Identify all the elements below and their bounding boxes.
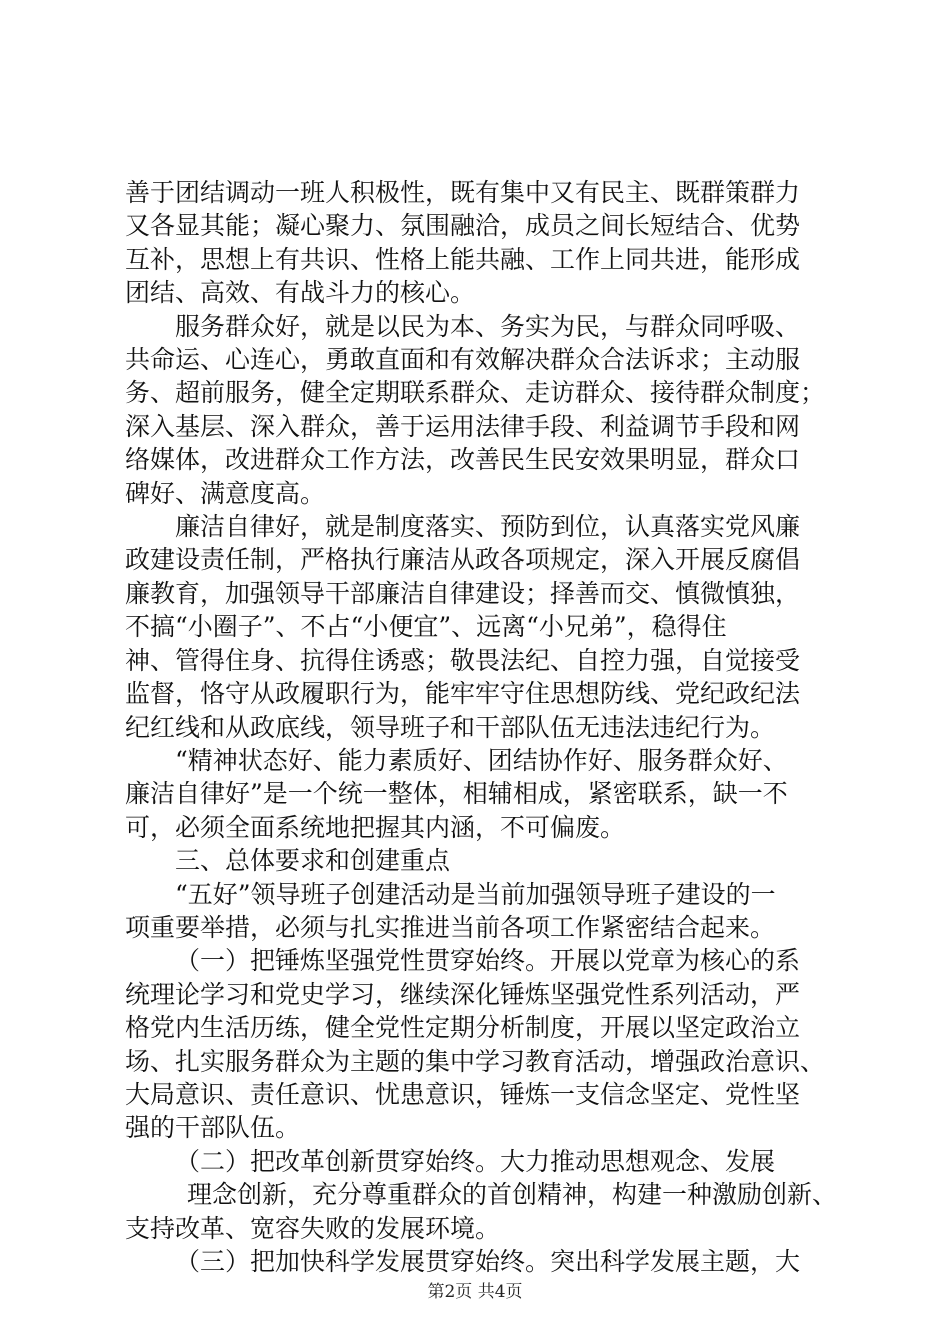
page-number-footer: 第2页 共4页 (427, 1282, 523, 1302)
text-line: 团结、高效、有战斗力的核心。 (125, 278, 476, 308)
text-line: 理念创新，充分尊重群众的首创精神，构建一种激励创新、 (187, 1180, 838, 1210)
text-line: 廉教育，加强领导干部廉洁自律建设；择善而交、慎微慎独， (125, 578, 801, 608)
text-line: 项重要举措，必须与扎实推进当前各项工作紧密结合起来。 (125, 912, 776, 942)
text-line: 络媒体，改进群众工作方法，改善民生民安效果明显，群众口 (125, 445, 801, 475)
subsection-line: （二）把改革创新贯穿始终。大力推动思想观念、发展 (175, 1146, 776, 1176)
text-line: “五好”领导班子创建活动是当前加强领导班子建设的一 (175, 879, 776, 909)
text-line: 又各显其能；凝心聚力、氛围融洽，成员之间长短结合、优势 (125, 211, 801, 241)
text-line: 场、扎实服务群众为主题的集中学习教育活动，增强政治意识、 (125, 1046, 826, 1076)
text-line: 不搞“小圈子”、不占“小便宜”、远离“小兄弟”，稳得住 (125, 612, 727, 642)
text-line: 监督，恪守从政履职行为，能牢牢守住思想防线、党纪政纪法 (125, 679, 801, 709)
section-heading: 三、总体要求和创建重点 (175, 846, 451, 876)
text-line: 格党内生活历练，健全党性定期分析制度，开展以坚定政治立 (125, 1013, 801, 1043)
text-line: 政建设责任制，严格执行廉洁从政各项规定，深入开展反腐倡 (125, 545, 801, 575)
text-line: 互补，思想上有共识、性格上能共融、工作上同共进，能形成 (125, 244, 801, 274)
text-line: 大局意识、责任意识、忧患意识，锤炼一支信念坚定、党性坚 (125, 1079, 801, 1109)
text-line: 深入基层、深入群众，善于运用法律手段、利益调节手段和网 (125, 411, 801, 441)
subsection-line: （三）把加快科学发展贯穿始终。突出科学发展主题，大 (175, 1247, 801, 1276)
text-line: 廉洁自律好，就是制度落实、预防到位，认真落实党风廉 (175, 512, 801, 542)
text-line: 可，必须全面系统地把握其内涵，不可偏废。 (125, 812, 626, 842)
text-line: 纪红线和从政底线，领导班子和干部队伍无违法违纪行为。 (125, 712, 776, 742)
body-text (125, 176, 845, 1278)
text-line: 共命运、心连心，勇敢直面和有效解决群众合法诉求；主动服 (125, 345, 801, 375)
text-line: 神、管得住身、抗得住诱惑；敬畏法纪、自控力强，自觉接受 (125, 645, 801, 675)
text-line: 统理论学习和党史学习，继续深化锤炼坚强党性系列活动，严 (125, 979, 801, 1009)
text-line: 廉洁自律好”是一个统一整体，相辅相成，紧密联系，缺一不 (125, 779, 788, 809)
text-line: 善于团结调动一班人积极性，既有集中又有民主、既群策群力 (125, 178, 801, 207)
text-line: 服务群众好，就是以民为本、务实为民，与群众同呼吸、 (175, 311, 801, 341)
text-line: 强的干部队伍。 (125, 1113, 301, 1143)
text-line: 碑好、满意度高。 (125, 478, 326, 508)
subsection-line: （一）把锤炼坚强党性贯穿始终。开展以党章为核心的系 (175, 946, 801, 976)
text-line: “精神状态好、能力素质好、团结协作好、服务群众好、 (175, 745, 788, 775)
text-line: 务、超前服务，健全定期联系群众、走访群众、接待群众制度； (125, 378, 826, 408)
text-line: 支持改革、宽容失败的发展环境。 (125, 1213, 501, 1243)
